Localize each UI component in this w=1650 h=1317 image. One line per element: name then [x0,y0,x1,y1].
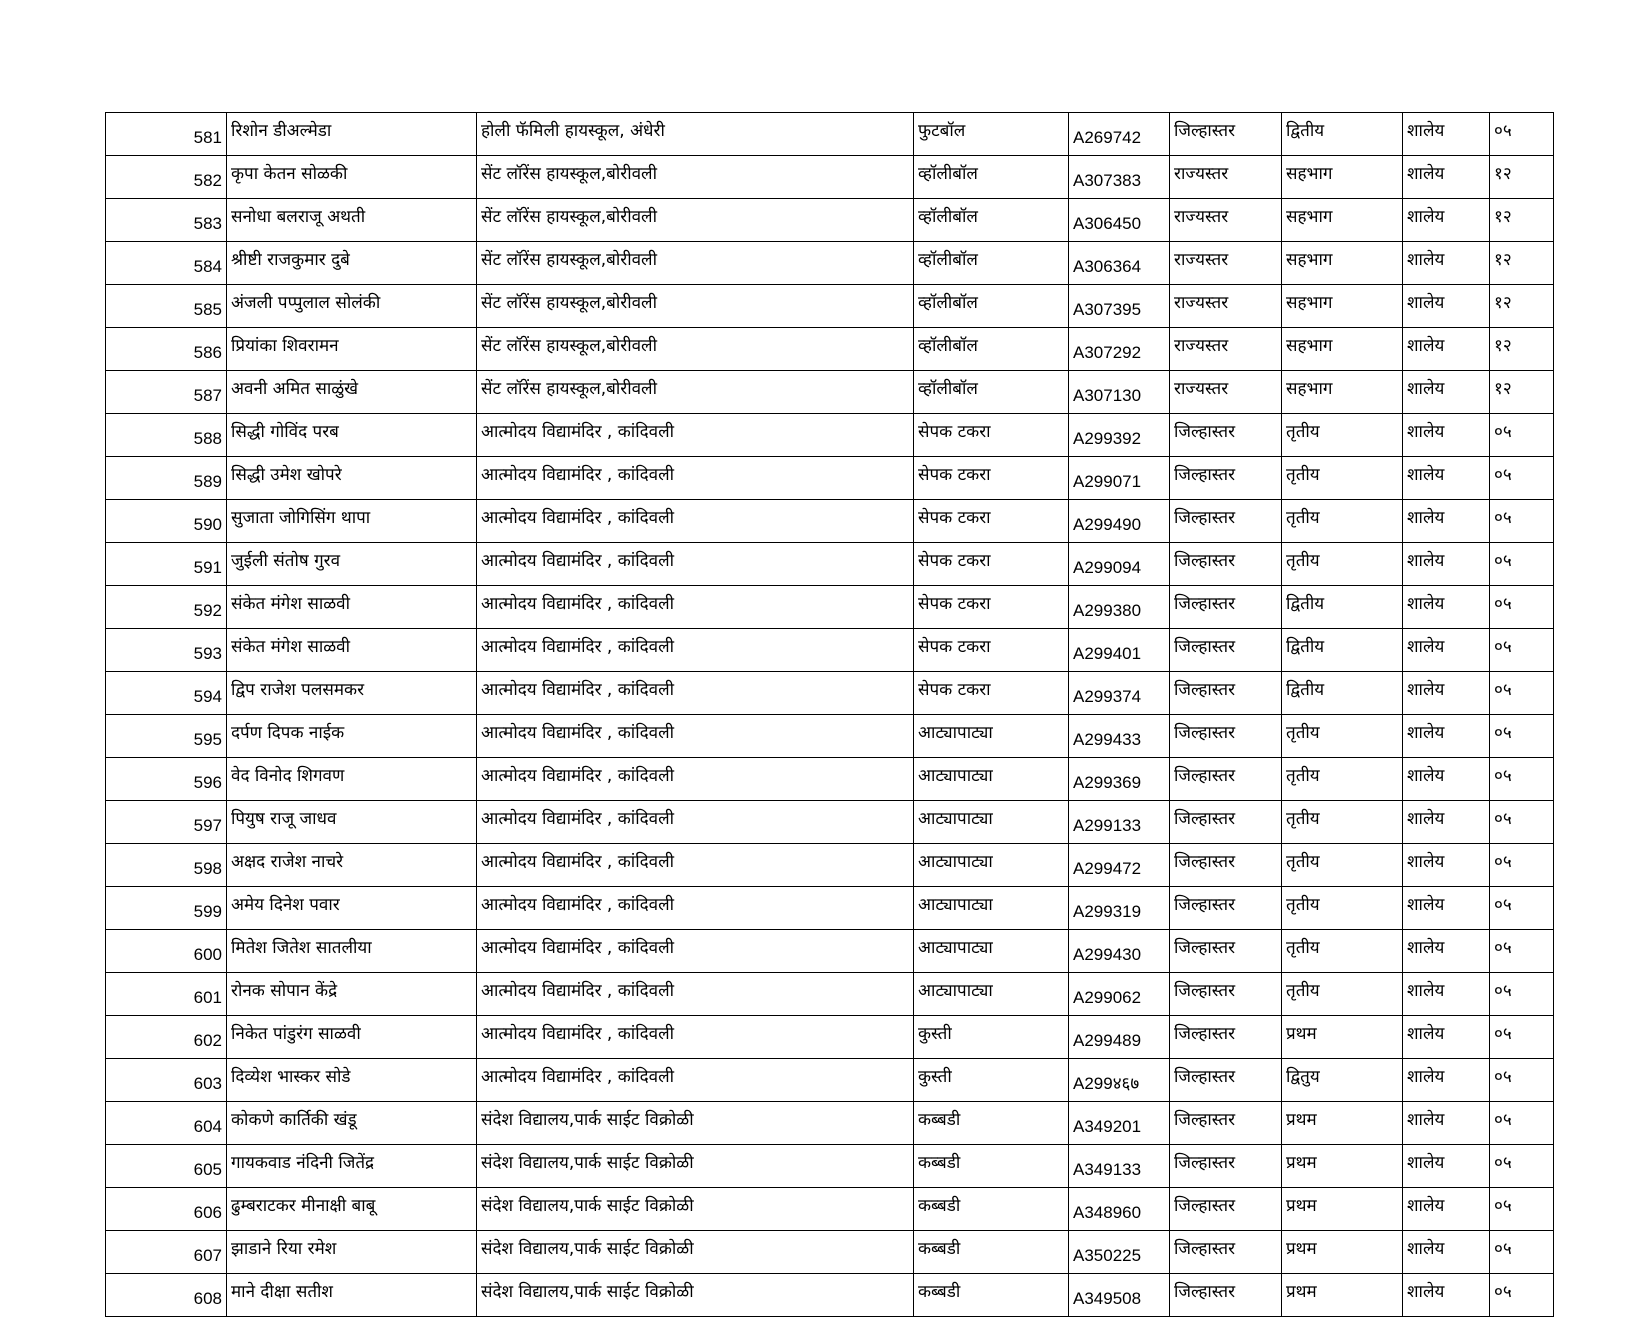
sport-cell: आट्यापाट्या [914,801,1069,844]
category-cell: शालेय [1403,801,1490,844]
rank-cell: प्रथम [1282,1231,1403,1274]
registration-code-cell: A306364 [1069,242,1170,285]
student-name-cell: रिशोन डीअल्मेडा [227,113,477,156]
registration-code-cell: A299४६७ [1069,1059,1170,1102]
serial-number-cell: 605 [106,1145,227,1188]
category-cell: शालेय [1403,242,1490,285]
table-row [106,285,1554,328]
category-cell: शालेय [1403,156,1490,199]
category-cell: शालेय [1403,543,1490,586]
registration-code-cell: A299401 [1069,629,1170,672]
category-cell: शालेय [1403,457,1490,500]
sport-cell: कब्बडी [914,1188,1069,1231]
table-row [106,844,1554,887]
registration-code-cell: A348960 [1069,1188,1170,1231]
marks-cell: ०५ [1490,586,1554,629]
table-row [106,543,1554,586]
level-cell: जिल्हास्तर [1170,500,1282,543]
marks-cell: १२ [1490,285,1554,328]
marks-cell: १२ [1490,328,1554,371]
student-name-cell: सिद्धी उमेश खोपरे [227,457,477,500]
level-cell: जिल्हास्तर [1170,1274,1282,1317]
table-row [106,156,1554,199]
student-name-cell: अक्षद राजेश नाचरे [227,844,477,887]
level-cell: जिल्हास्तर [1170,414,1282,457]
level-cell: जिल्हास्तर [1170,715,1282,758]
registration-code-cell: A299430 [1069,930,1170,973]
serial-number-cell: 601 [106,973,227,1016]
registration-code-cell: A299369 [1069,758,1170,801]
level-cell: जिल्हास्तर [1170,113,1282,156]
sport-cell: आट्यापाट्या [914,758,1069,801]
registration-code-cell: A299472 [1069,844,1170,887]
sport-cell: व्हॉलीबॉल [914,285,1069,328]
level-cell: जिल्हास्तर [1170,1145,1282,1188]
category-cell: शालेय [1403,973,1490,1016]
registration-code-cell: A307395 [1069,285,1170,328]
category-cell: शालेय [1403,113,1490,156]
school-name-cell: आत्मोदय विद्यामंदिर , कांदिवली [477,930,914,973]
serial-number-cell: 608 [106,1274,227,1317]
rank-cell: सहभाग [1282,199,1403,242]
sport-cell: आट्यापाट्या [914,887,1069,930]
table-row [106,328,1554,371]
marks-cell: ०५ [1490,500,1554,543]
school-name-cell: आत्मोदय विद्यामंदिर , कांदिवली [477,586,914,629]
category-cell: शालेय [1403,930,1490,973]
sport-cell: सेपक टकरा [914,500,1069,543]
school-name-cell: आत्मोदय विद्यामंदिर , कांदिवली [477,758,914,801]
serial-number-cell: 603 [106,1059,227,1102]
school-name-cell: आत्मोदय विद्यामंदिर , कांदिवली [477,672,914,715]
student-name-cell: कोकणे कार्तिकी खंडू [227,1102,477,1145]
marks-cell: ०५ [1490,672,1554,715]
rank-cell: प्रथम [1282,1274,1403,1317]
category-cell: शालेय [1403,285,1490,328]
table-row [106,1145,1554,1188]
table-row [106,1231,1554,1274]
registration-code-cell: A349201 [1069,1102,1170,1145]
category-cell: शालेय [1403,586,1490,629]
serial-number-cell: 593 [106,629,227,672]
sport-cell: आट्यापाट्या [914,844,1069,887]
rank-cell: द्वितीय [1282,586,1403,629]
rank-cell: तृतीय [1282,500,1403,543]
category-cell: शालेय [1403,887,1490,930]
table-row [106,113,1554,156]
student-name-cell: जुईली संतोष गुरव [227,543,477,586]
table-body [106,113,1554,1317]
sport-cell: कब्बडी [914,1102,1069,1145]
rank-cell: तृतीय [1282,715,1403,758]
table-row [106,1188,1554,1231]
registration-code-cell: A306450 [1069,199,1170,242]
table-row [106,1102,1554,1145]
table-row [106,758,1554,801]
level-cell: जिल्हास्तर [1170,543,1282,586]
school-name-cell: आत्मोदय विद्यामंदिर , कांदिवली [477,801,914,844]
school-name-cell: होली फॅमिली हायस्कूल, अंधेरी [477,113,914,156]
school-name-cell: आत्मोदय विद्यामंदिर , कांदिवली [477,844,914,887]
category-cell: शालेय [1403,715,1490,758]
table-row [106,1016,1554,1059]
registration-code-cell: A299489 [1069,1016,1170,1059]
serial-number-cell: 582 [106,156,227,199]
category-cell: शालेय [1403,629,1490,672]
rank-cell: प्रथम [1282,1145,1403,1188]
category-cell: शालेय [1403,758,1490,801]
school-name-cell: आत्मोदय विद्यामंदिर , कांदिवली [477,1059,914,1102]
serial-number-cell: 594 [106,672,227,715]
school-name-cell: संदेश विद्यालय,पार्क साईट विक्रोळी [477,1274,914,1317]
level-cell: जिल्हास्तर [1170,672,1282,715]
serial-number-cell: 587 [106,371,227,414]
sport-cell: सेपक टकरा [914,672,1069,715]
marks-cell: १२ [1490,371,1554,414]
rank-cell: तृतीय [1282,973,1403,1016]
category-cell: शालेय [1403,1016,1490,1059]
category-cell: शालेय [1403,1231,1490,1274]
sport-cell: कब्बडी [914,1231,1069,1274]
school-name-cell: संदेश विद्यालय,पार्क साईट विक्रोळी [477,1188,914,1231]
serial-number-cell: 586 [106,328,227,371]
school-name-cell: आत्मोदय विद्यामंदिर , कांदिवली [477,457,914,500]
marks-cell: ०५ [1490,1059,1554,1102]
sport-cell: कुस्ती [914,1059,1069,1102]
student-name-cell: सुजाता जोगिसिंग थापा [227,500,477,543]
student-name-cell: निकेत पांडुरंग साळवी [227,1016,477,1059]
registration-code-cell: A307383 [1069,156,1170,199]
table-row [106,199,1554,242]
registration-code-cell: A349508 [1069,1274,1170,1317]
category-cell: शालेय [1403,328,1490,371]
registration-code-cell: A299133 [1069,801,1170,844]
student-name-cell: अमेय दिनेश पवार [227,887,477,930]
level-cell: राज्यस्तर [1170,242,1282,285]
school-name-cell: आत्मोदय विद्यामंदिर , कांदिवली [477,500,914,543]
student-name-cell: कृपा केतन सोळकी [227,156,477,199]
registration-code-cell: A349133 [1069,1145,1170,1188]
serial-number-cell: 591 [106,543,227,586]
student-name-cell: ढुम्बराटकर मीनाक्षी बाबू [227,1188,477,1231]
serial-number-cell: 600 [106,930,227,973]
student-name-cell: गायकवाड नंदिनी जितेंद्र [227,1145,477,1188]
marks-cell: ०५ [1490,715,1554,758]
serial-number-cell: 606 [106,1188,227,1231]
school-name-cell: संदेश विद्यालय,पार्क साईट विक्रोळी [477,1231,914,1274]
school-name-cell: सेंट लॉरेंस हायस्कूल,बोरीवली [477,328,914,371]
registration-code-cell: A299094 [1069,543,1170,586]
rank-cell: द्वितीय [1282,672,1403,715]
serial-number-cell: 597 [106,801,227,844]
school-name-cell: आत्मोदय विद्यामंदिर , कांदिवली [477,1016,914,1059]
marks-cell: ०५ [1490,844,1554,887]
school-name-cell: आत्मोदय विद्यामंदिर , कांदिवली [477,543,914,586]
rank-cell: तृतीय [1282,543,1403,586]
school-name-cell: संदेश विद्यालय,पार्क साईट विक्रोळी [477,1102,914,1145]
registration-code-cell: A299392 [1069,414,1170,457]
rank-cell: द्वितुय [1282,1059,1403,1102]
category-cell: शालेय [1403,414,1490,457]
rank-cell: द्वितीय [1282,629,1403,672]
category-cell: शालेय [1403,672,1490,715]
sport-cell: सेपक टकरा [914,457,1069,500]
serial-number-cell: 595 [106,715,227,758]
rank-cell: तृतीय [1282,457,1403,500]
marks-cell: ०५ [1490,973,1554,1016]
student-name-cell: दर्पण दिपक नाईक [227,715,477,758]
sport-cell: व्हॉलीबॉल [914,371,1069,414]
student-name-cell: मितेश जितेश सातलीया [227,930,477,973]
marks-cell: १२ [1490,156,1554,199]
table-row [106,715,1554,758]
category-cell: शालेय [1403,1059,1490,1102]
school-name-cell: आत्मोदय विद्यामंदिर , कांदिवली [477,715,914,758]
registration-code-cell: A299071 [1069,457,1170,500]
registration-code-cell: A299490 [1069,500,1170,543]
rank-cell: सहभाग [1282,285,1403,328]
sport-cell: आट्यापाट्या [914,973,1069,1016]
marks-cell: ०५ [1490,758,1554,801]
student-name-cell: दिव्येश भास्कर सोडे [227,1059,477,1102]
school-name-cell: आत्मोदय विद्यामंदिर , कांदिवली [477,973,914,1016]
student-name-cell: माने दीक्षा सतीश [227,1274,477,1317]
rank-cell: तृतीय [1282,887,1403,930]
registration-code-cell: A350225 [1069,1231,1170,1274]
school-name-cell: सेंट लॉरेंस हायस्कूल,बोरीवली [477,156,914,199]
marks-cell: ०५ [1490,457,1554,500]
sport-cell: व्हॉलीबॉल [914,199,1069,242]
level-cell: जिल्हास्तर [1170,844,1282,887]
table-row [106,801,1554,844]
category-cell: शालेय [1403,371,1490,414]
sport-cell: आट्यापाट्या [914,930,1069,973]
results-table [105,112,1554,1317]
level-cell: जिल्हास्तर [1170,801,1282,844]
registration-code-cell: A299433 [1069,715,1170,758]
school-name-cell: सेंट लॉरेंस हायस्कूल,बोरीवली [477,199,914,242]
sport-cell: कब्बडी [914,1274,1069,1317]
sport-cell: सेपक टकरा [914,629,1069,672]
level-cell: राज्यस्तर [1170,371,1282,414]
serial-number-cell: 604 [106,1102,227,1145]
table-row [106,500,1554,543]
table-row [106,1059,1554,1102]
table-row [106,672,1554,715]
rank-cell: प्रथम [1282,1188,1403,1231]
serial-number-cell: 584 [106,242,227,285]
school-name-cell: आत्मोदय विद्यामंदिर , कांदिवली [477,887,914,930]
sport-cell: व्हॉलीबॉल [914,242,1069,285]
rank-cell: सहभाग [1282,156,1403,199]
student-name-cell: सिद्धी गोविंद परब [227,414,477,457]
category-cell: शालेय [1403,1188,1490,1231]
rank-cell: सहभाग [1282,371,1403,414]
marks-cell: ०५ [1490,1102,1554,1145]
rank-cell: तृतीय [1282,758,1403,801]
school-name-cell: आत्मोदय विद्यामंदिर , कांदिवली [477,629,914,672]
registration-code-cell: A299374 [1069,672,1170,715]
level-cell: जिल्हास्तर [1170,1102,1282,1145]
student-name-cell: सनोधा बलराजू अथती [227,199,477,242]
rank-cell: प्रथम [1282,1016,1403,1059]
marks-cell: ०५ [1490,414,1554,457]
rank-cell: तृतीय [1282,801,1403,844]
table-row [106,973,1554,1016]
registration-code-cell: A299380 [1069,586,1170,629]
rank-cell: सहभाग [1282,242,1403,285]
student-name-cell: वेद विनोद शिगवण [227,758,477,801]
marks-cell: ०५ [1490,1188,1554,1231]
student-name-cell: संकेत मंगेश साळवी [227,629,477,672]
registration-code-cell: A299062 [1069,973,1170,1016]
student-name-cell: संकेत मंगेश साळवी [227,586,477,629]
school-name-cell: सेंट लॉरेंस हायस्कूल,बोरीवली [477,371,914,414]
category-cell: शालेय [1403,199,1490,242]
sport-cell: फुटबॉल [914,113,1069,156]
student-name-cell: अंजली पप्पुलाल सोलंकी [227,285,477,328]
student-name-cell: श्रीष्टी राजकुमार दुबे [227,242,477,285]
registration-code-cell: A269742 [1069,113,1170,156]
marks-cell: ०५ [1490,930,1554,973]
marks-cell: ०५ [1490,1231,1554,1274]
sport-cell: सेपक टकरा [914,586,1069,629]
serial-number-cell: 583 [106,199,227,242]
marks-cell: १२ [1490,242,1554,285]
table-row [106,930,1554,973]
marks-cell: ०५ [1490,113,1554,156]
student-name-cell: प्रियांका शिवरामन [227,328,477,371]
sport-cell: सेपक टकरा [914,543,1069,586]
sport-cell: सेपक टकरा [914,414,1069,457]
level-cell: जिल्हास्तर [1170,1059,1282,1102]
school-name-cell: संदेश विद्यालय,पार्क साईट विक्रोळी [477,1145,914,1188]
registration-code-cell: A307292 [1069,328,1170,371]
category-cell: शालेय [1403,1102,1490,1145]
level-cell: जिल्हास्तर [1170,1016,1282,1059]
sport-cell: व्हॉलीबॉल [914,328,1069,371]
serial-number-cell: 607 [106,1231,227,1274]
level-cell: जिल्हास्तर [1170,973,1282,1016]
table-row [106,586,1554,629]
rank-cell: तृतीय [1282,844,1403,887]
level-cell: जिल्हास्तर [1170,629,1282,672]
level-cell: राज्यस्तर [1170,199,1282,242]
marks-cell: ०५ [1490,1016,1554,1059]
category-cell: शालेय [1403,844,1490,887]
serial-number-cell: 588 [106,414,227,457]
serial-number-cell: 602 [106,1016,227,1059]
registration-code-cell: A307130 [1069,371,1170,414]
sport-cell: व्हॉलीबॉल [914,156,1069,199]
student-name-cell: रोनक सोपान केंद्रे [227,973,477,1016]
marks-cell: ०५ [1490,543,1554,586]
table-row [106,371,1554,414]
category-cell: शालेय [1403,1274,1490,1317]
registration-code-cell: A299319 [1069,887,1170,930]
student-name-cell: द्विप राजेश पलसमकर [227,672,477,715]
rank-cell: प्रथम [1282,1102,1403,1145]
category-cell: शालेय [1403,1145,1490,1188]
serial-number-cell: 598 [106,844,227,887]
level-cell: जिल्हास्तर [1170,586,1282,629]
serial-number-cell: 590 [106,500,227,543]
student-name-cell: झाडाने रिया रमेश [227,1231,477,1274]
marks-cell: ०५ [1490,1145,1554,1188]
rank-cell: सहभाग [1282,328,1403,371]
serial-number-cell: 592 [106,586,227,629]
level-cell: राज्यस्तर [1170,156,1282,199]
serial-number-cell: 589 [106,457,227,500]
sport-cell: कब्बडी [914,1145,1069,1188]
table-row [106,457,1554,500]
rank-cell: द्वितीय [1282,113,1403,156]
serial-number-cell: 585 [106,285,227,328]
level-cell: जिल्हास्तर [1170,1231,1282,1274]
school-name-cell: सेंट लॉरेंस हायस्कूल,बोरीवली [477,285,914,328]
sport-cell: आट्यापाट्या [914,715,1069,758]
table-row [106,242,1554,285]
marks-cell: ०५ [1490,887,1554,930]
rank-cell: तृतीय [1282,930,1403,973]
marks-cell: ०५ [1490,801,1554,844]
table-row [106,414,1554,457]
serial-number-cell: 599 [106,887,227,930]
level-cell: जिल्हास्तर [1170,457,1282,500]
category-cell: शालेय [1403,500,1490,543]
table-row [106,1274,1554,1317]
school-name-cell: आत्मोदय विद्यामंदिर , कांदिवली [477,414,914,457]
student-name-cell: अवनी अमित साळुंखे [227,371,477,414]
level-cell: जिल्हास्तर [1170,930,1282,973]
sport-cell: कुस्ती [914,1016,1069,1059]
level-cell: जिल्हास्तर [1170,758,1282,801]
marks-cell: १२ [1490,199,1554,242]
marks-cell: ०५ [1490,1274,1554,1317]
rank-cell: तृतीय [1282,414,1403,457]
marks-cell: ०५ [1490,629,1554,672]
table-row [106,629,1554,672]
student-name-cell: पियुष राजू जाधव [227,801,477,844]
level-cell: राज्यस्तर [1170,285,1282,328]
level-cell: जिल्हास्तर [1170,1188,1282,1231]
table-row [106,887,1554,930]
school-name-cell: सेंट लॉरेंस हायस्कूल,बोरीवली [477,242,914,285]
level-cell: जिल्हास्तर [1170,887,1282,930]
level-cell: राज्यस्तर [1170,328,1282,371]
serial-number-cell: 581 [106,113,227,156]
serial-number-cell: 596 [106,758,227,801]
